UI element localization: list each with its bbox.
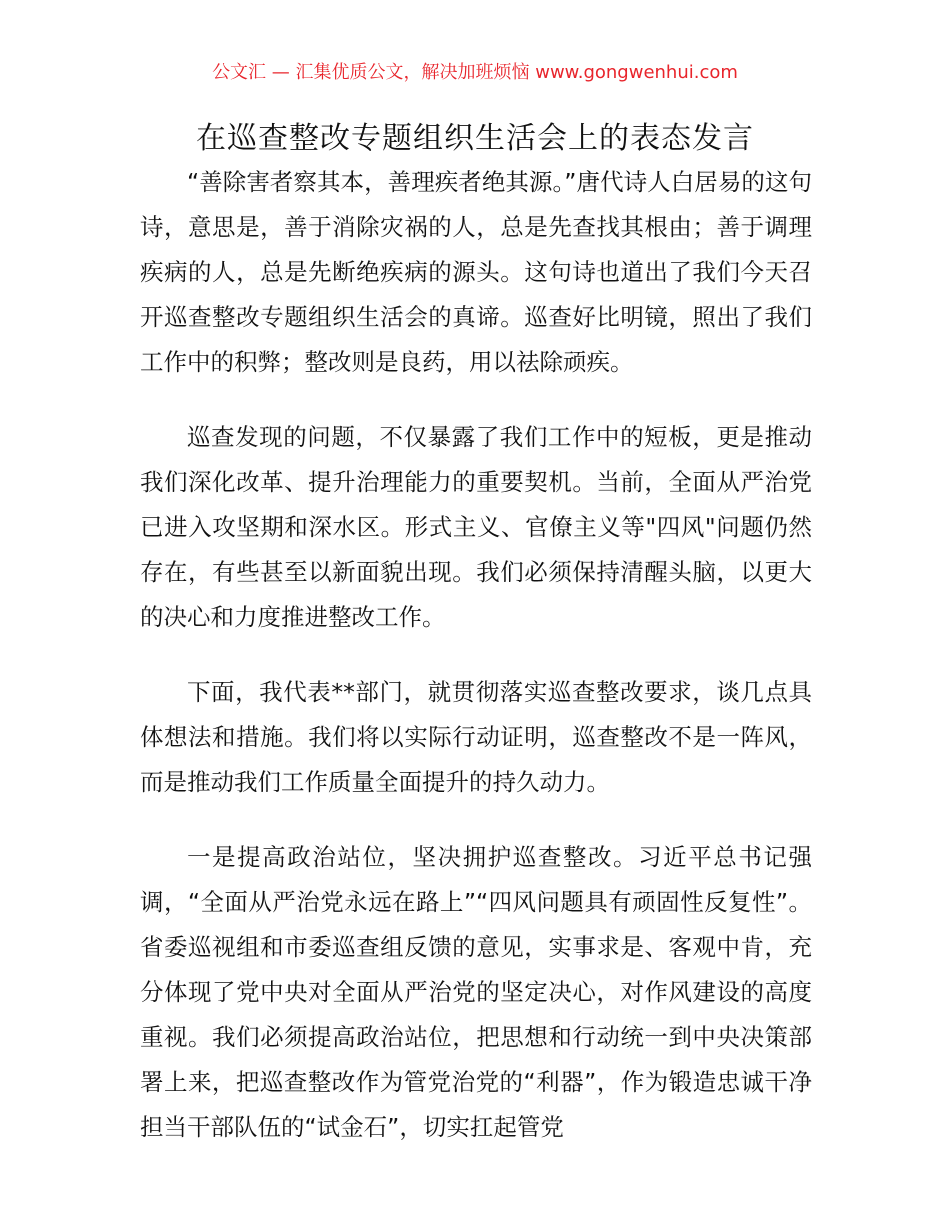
watermark-header: 公文汇 — 汇集优质公文，解决加班烦恼 www.gongwenhui.com	[212, 62, 738, 83]
paragraph: 下面，我代表**部门，就贯彻落实巡查整改要求，谈几点具体想法和措施。我们将以实际行动证明，巡查整改不是一阵风，而是推动我们工作质量全面提升的持久动力。	[140, 678, 812, 796]
paragraph: “善除害者察其本，善理疾者绝其源。”唐代诗人白居易的这句诗，意思是，善于消除灾祸的人，总是先查找其根由；善于调理疾病的人，总是先断绝疾病的源头。这句诗也道出了我们今天召开巡查整改专题组织生活会的真谛。巡查好比明镜，照出了我们工作中的积弊；整改则是良药，用以祛除顽疾。	[140, 168, 812, 376]
document-body	[140, 160, 812, 1180]
paragraph: 巡查发现的问题，不仅暴露了我们工作中的短板，更是推动我们深化改革、提升治理能力的重要契机。当前，全面从严治党已进入攻坚期和深水区。形式主义、官僚主义等"四风"问题仍然存在，有些甚至以新面貌出现。我们必须保持清醒头脑，以更大的决心和力度推进整改工作。	[140, 423, 812, 631]
paragraph: 一是提高政治站位，坚决拥护巡查整改。习近平总书记强调，“全面从严治党永远在路上”“四风问题具有顽固性反复性”。省委巡视组和市委巡查组反馈的意见，实事求是、客观中肯，充分体现了党中央对全面从严治党的坚定决心，对作风建设的高度重视。我们必须提高政治站位，把思想和行动统一到中央决策部署上来，把巡查整改作为管党治党的“利器”，作为锻造忠诚干净担当干部队伍的“试金石”，切实扛起管党	[140, 843, 812, 1141]
document-title: 在巡查整改专题组织生活会上的表态发言	[196, 121, 754, 156]
